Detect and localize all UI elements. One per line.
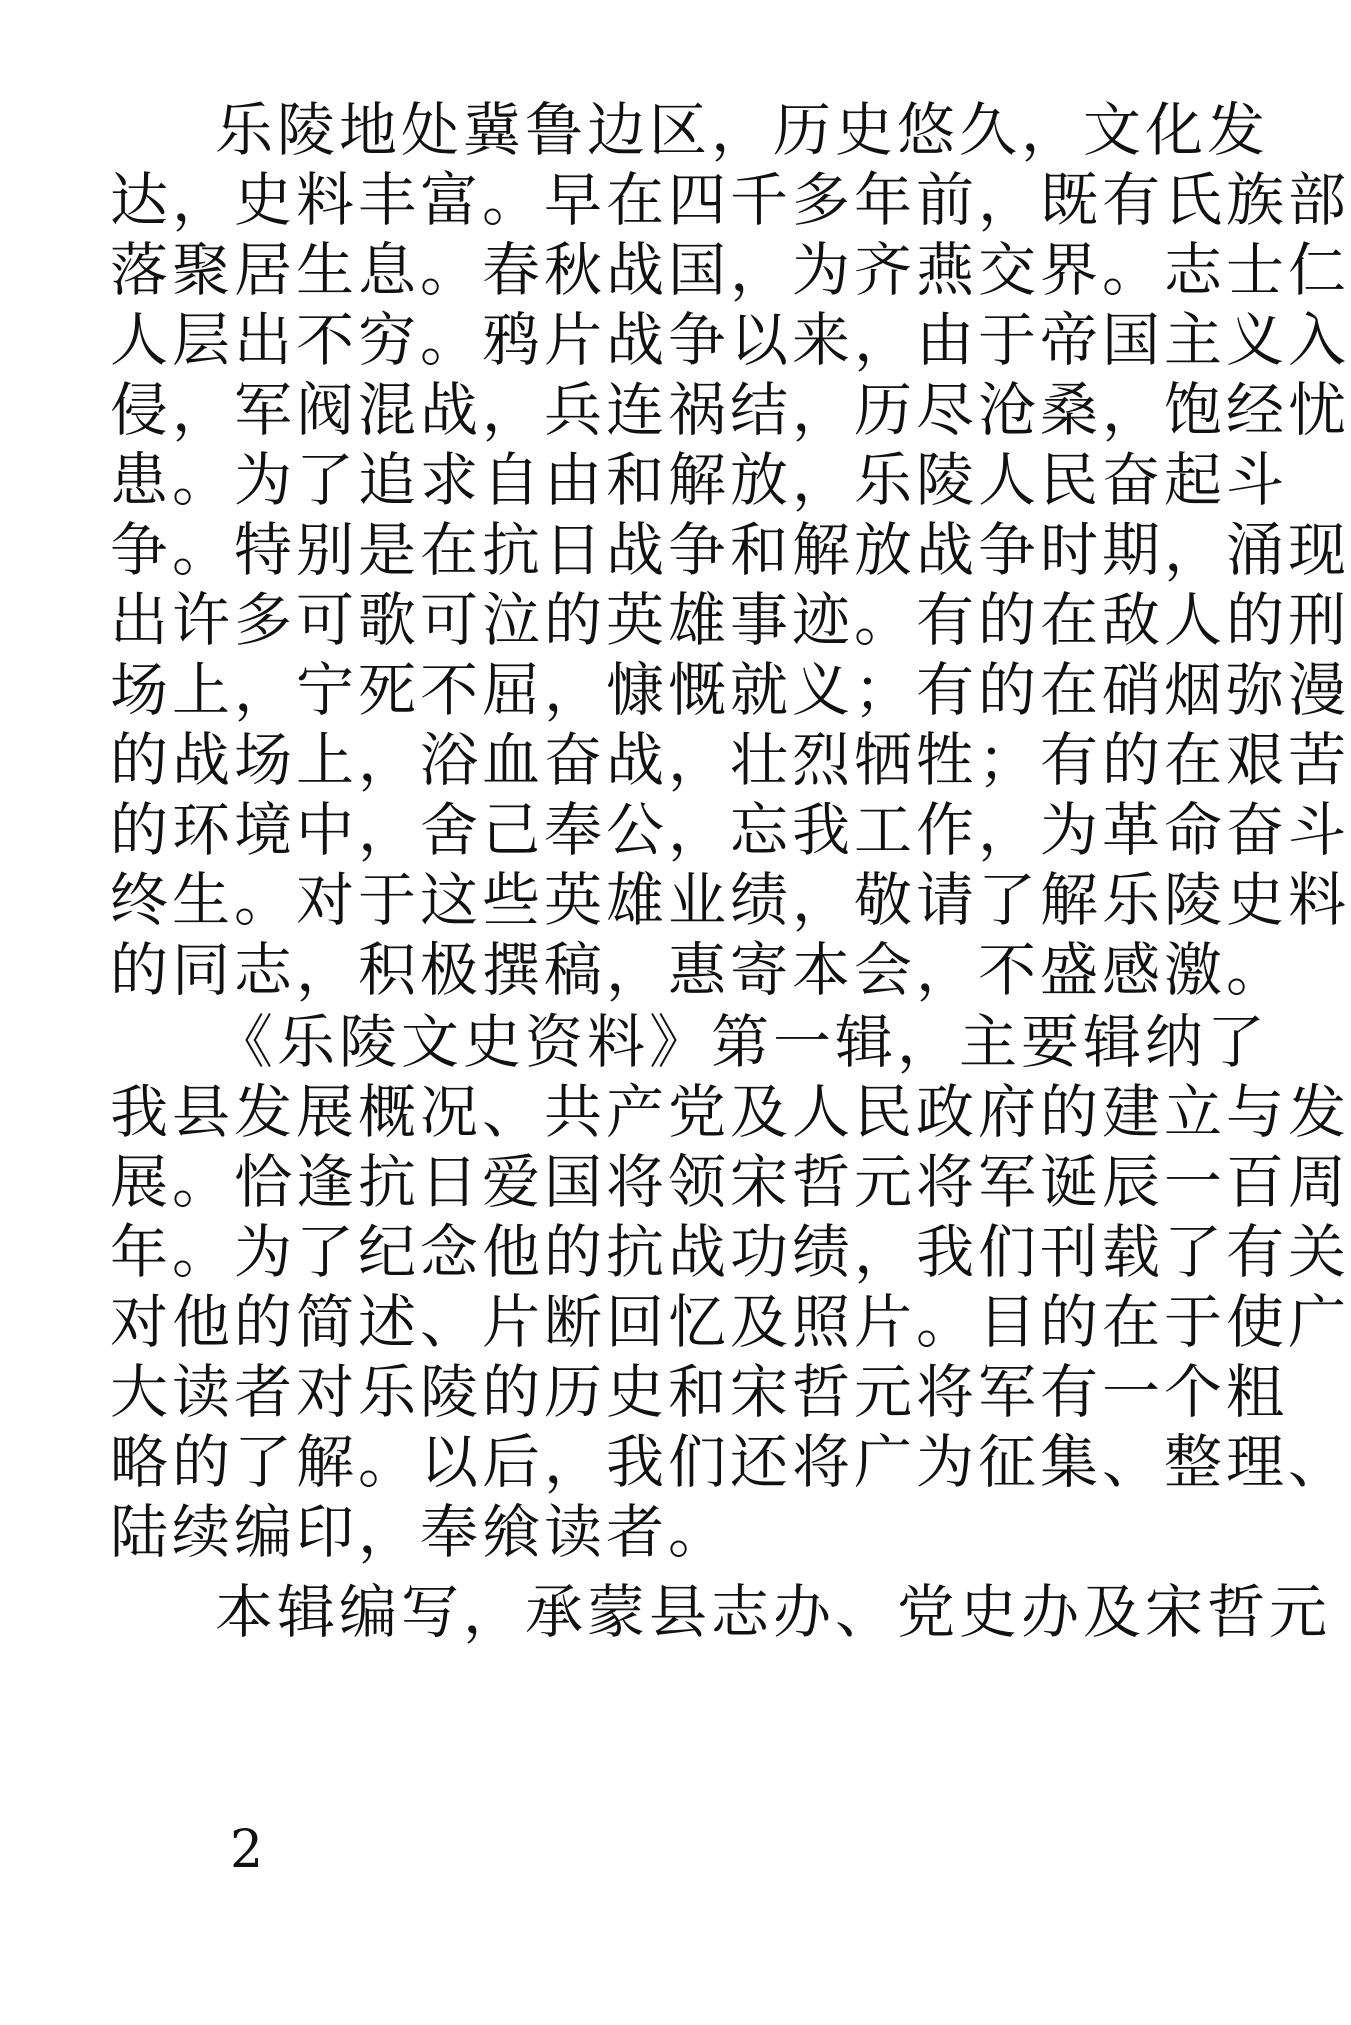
text-line: 《乐陵文史资料》第一辑，主要辑纳了 xyxy=(215,1008,1270,1076)
page-number: 2 xyxy=(230,1820,264,1880)
text-line: 略的了解。以后，我们还将广为征集、整理、 xyxy=(110,1428,1351,1496)
text-line: 争。特别是在抗日战争和解放战争时期，涌现 xyxy=(110,516,1351,584)
text-line: 患。为了追求自由和解放，乐陵人民奋起斗 xyxy=(110,446,1289,514)
text-line: 展。恰逢抗日爱国将领宋哲元将军诞辰一百周 xyxy=(110,1148,1351,1216)
text-line: 陆续编印，奉飨读者。 xyxy=(110,1498,731,1566)
text-line: 的环境中，舍己奉公，忘我工作，为革命奋斗 xyxy=(110,796,1351,864)
text-line: 乐陵地处冀鲁边区，历史悠久，文化发 xyxy=(215,96,1270,164)
text-line: 出许多可歌可泣的英雄事迹。有的在敌人的刑 xyxy=(110,586,1351,654)
text-line: 达，史料丰富。早在四千多年前，既有氏族部 xyxy=(110,166,1351,234)
text-line: 我县发展概况、共产党及人民政府的建立与发 xyxy=(110,1078,1351,1146)
text-line: 大读者对乐陵的历史和宋哲元将军有一个粗 xyxy=(110,1358,1289,1426)
text-line: 人层出不穷。鸦片战争以来，由于帝国主义入 xyxy=(110,306,1351,374)
text-line: 本辑编写，承蒙县志办、党史办及宋哲元 xyxy=(215,1578,1332,1646)
text-line: 年。为了纪念他的抗战功绩，我们刊载了有关 xyxy=(110,1218,1351,1286)
text-line: 场上，宁死不屈，慷慨就义；有的在硝烟弥漫 xyxy=(110,656,1351,724)
text-line: 落聚居生息。春秋战国，为齐燕交界。志士仁 xyxy=(110,236,1351,304)
text-line: 对他的简述、片断回忆及照片。目的在于使广 xyxy=(110,1288,1351,1356)
text-line: 终生。对于这些英雄业绩，敬请了解乐陵史料 xyxy=(110,866,1351,934)
text-line: 侵，军阀混战，兵连祸结，历尽沧桑，饱经忧 xyxy=(110,376,1351,444)
text-line: 的战场上，浴血奋战，壮烈牺牲；有的在艰苦 xyxy=(110,726,1351,794)
text-line: 的同志，积极撰稿，惠寄本会，不盛感激。 xyxy=(110,936,1289,1004)
